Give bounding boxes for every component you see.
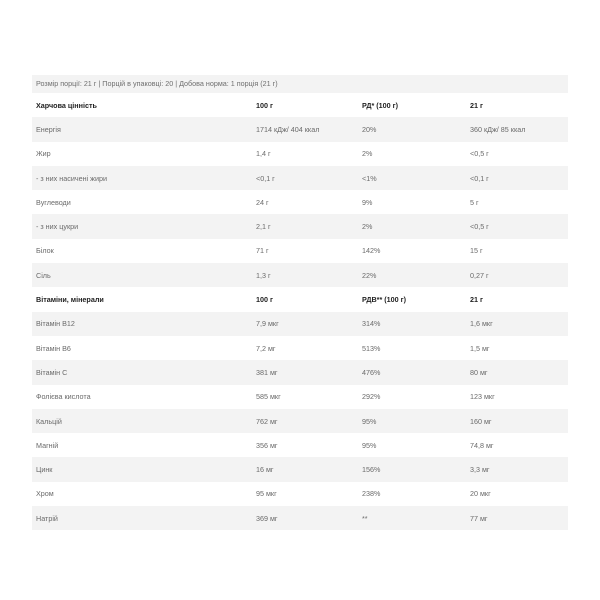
vitamins-label-cell: Вітамін C xyxy=(32,360,252,384)
vitamins-daily-value-cell: ** xyxy=(358,506,466,530)
table-row xyxy=(32,312,568,336)
table-row xyxy=(32,482,568,506)
nutrition-per-100g-cell: 24 г xyxy=(252,190,358,214)
vitamins-per-100g-cell: 95 мкг xyxy=(252,482,358,506)
nutrition-daily-value-cell: 2% xyxy=(358,214,466,238)
nutrition-daily-value-cell: 22% xyxy=(358,263,466,287)
nutrition-label-cell: - з них насичені жири xyxy=(32,166,252,190)
vitamins-per-serving-cell: 1,6 мкг xyxy=(466,312,568,336)
table-row xyxy=(32,142,568,166)
vitamins-per-serving-cell: 160 мг xyxy=(466,409,568,433)
vitamins-per-100g-cell: 369 мг xyxy=(252,506,358,530)
vitamins-per-serving-cell: 77 мг xyxy=(466,506,568,530)
nutrition-label-cell: Сіль xyxy=(32,263,252,287)
nutrition-per-100g-cell: 71 г xyxy=(252,239,358,263)
nutrition-per-serving-cell: 21 г xyxy=(466,93,568,117)
nutrition-per-serving-cell: <0,1 г xyxy=(466,166,568,190)
table-row xyxy=(32,336,568,360)
vitamins-daily-value-cell: 476% xyxy=(358,360,466,384)
vitamins-daily-value-cell: 95% xyxy=(358,433,466,457)
vitamins-per-100g-cell: 762 мг xyxy=(252,409,358,433)
nutrition-per-100g-cell: 100 г xyxy=(252,93,358,117)
nutrition-daily-value-cell: 20% xyxy=(358,117,466,141)
vitamins-label-cell: Вітаміни, мінерали xyxy=(32,287,252,311)
vitamins-daily-value-cell: 95% xyxy=(358,409,466,433)
nutrition-per-serving-cell: 360 кДж/ 85 ккал xyxy=(466,117,568,141)
vitamins-daily-value-cell: 156% xyxy=(358,457,466,481)
table-row xyxy=(32,506,568,530)
vitamins-label-cell: Натрій xyxy=(32,506,252,530)
nutrition-table xyxy=(32,93,568,530)
vitamins-label-cell: Кальцій xyxy=(32,409,252,433)
vitamins-per-100g-cell: 16 мг xyxy=(252,457,358,481)
nutrition-facts-panel xyxy=(32,75,568,530)
nutrition-label-cell: Білок xyxy=(32,239,252,263)
nutrition-per-100g-cell: <0,1 г xyxy=(252,166,358,190)
table-row xyxy=(32,190,568,214)
nutrition-label-cell: Вуглеводи xyxy=(32,190,252,214)
table-row xyxy=(32,239,568,263)
table-row xyxy=(32,263,568,287)
nutrition-daily-value-cell: <1% xyxy=(358,166,466,190)
nutrition-per-serving-cell: <0,5 г xyxy=(466,214,568,238)
vitamins-per-100g-cell: 381 мг xyxy=(252,360,358,384)
vitamins-label-cell: Магній xyxy=(32,433,252,457)
serving-info: Розмір порції: 21 г | Порцій в упаковці: 20 | Добова норма: 1 порція (21 г) xyxy=(32,75,568,93)
nutrition-label-cell: Жир xyxy=(32,142,252,166)
nutrition-per-serving-cell: 15 г xyxy=(466,239,568,263)
vitamins-label-cell: Вітамін B12 xyxy=(32,312,252,336)
nutrition-per-serving-cell: <0,5 г xyxy=(466,142,568,166)
vitamins-per-serving-cell: 74,8 мг xyxy=(466,433,568,457)
vitamins-daily-value-cell: 238% xyxy=(358,482,466,506)
vitamins-per-serving-cell: 21 г xyxy=(466,287,568,311)
nutrition-per-serving-cell: 0,27 г xyxy=(466,263,568,287)
nutrition-label-cell: - з них цукри xyxy=(32,214,252,238)
vitamins-daily-value-cell: 292% xyxy=(358,385,466,409)
table-row xyxy=(32,433,568,457)
nutrition-header-row xyxy=(32,93,568,117)
nutrition-per-100g-cell: 2,1 г xyxy=(252,214,358,238)
vitamins-per-100g-cell: 356 мг xyxy=(252,433,358,457)
vitamins-label-cell: Фолієва кислота xyxy=(32,385,252,409)
nutrition-per-100g-cell: 1714 кДж/ 404 ккал xyxy=(252,117,358,141)
vitamins-label-cell: Хром xyxy=(32,482,252,506)
nutrition-daily-value-cell: РД* (100 г) xyxy=(358,93,466,117)
table-row xyxy=(32,117,568,141)
nutrition-daily-value-cell: 9% xyxy=(358,190,466,214)
vitamins-per-serving-cell: 20 мкг xyxy=(466,482,568,506)
nutrition-per-100g-cell: 1,4 г xyxy=(252,142,358,166)
nutrition-label-cell: Енергія xyxy=(32,117,252,141)
nutrition-per-100g-cell: 1,3 г xyxy=(252,263,358,287)
vitamins-per-serving-cell: 3,3 мг xyxy=(466,457,568,481)
table-row xyxy=(32,166,568,190)
vitamins-per-serving-cell: 80 мг xyxy=(466,360,568,384)
vitamins-per-100g-cell: 100 г xyxy=(252,287,358,311)
vitamins-per-serving-cell: 123 мкг xyxy=(466,385,568,409)
nutrition-label-cell: Харчова цінність xyxy=(32,93,252,117)
nutrition-daily-value-cell: 142% xyxy=(358,239,466,263)
table-row xyxy=(32,385,568,409)
table-row xyxy=(32,457,568,481)
table-row xyxy=(32,409,568,433)
vitamins-daily-value-cell: 314% xyxy=(358,312,466,336)
vitamins-label-cell: Вітамін B6 xyxy=(32,336,252,360)
table-row xyxy=(32,360,568,384)
vitamins-per-100g-cell: 585 мкг xyxy=(252,385,358,409)
vitamins-daily-value-cell: 513% xyxy=(358,336,466,360)
table-row xyxy=(32,214,568,238)
vitamins-header-row xyxy=(32,287,568,311)
nutrition-per-serving-cell: 5 г xyxy=(466,190,568,214)
vitamins-per-serving-cell: 1,5 мг xyxy=(466,336,568,360)
vitamins-per-100g-cell: 7,9 мкг xyxy=(252,312,358,336)
nutrition-daily-value-cell: 2% xyxy=(358,142,466,166)
vitamins-per-100g-cell: 7,2 мг xyxy=(252,336,358,360)
vitamins-daily-value-cell: РДВ** (100 г) xyxy=(358,287,466,311)
vitamins-label-cell: Цинк xyxy=(32,457,252,481)
